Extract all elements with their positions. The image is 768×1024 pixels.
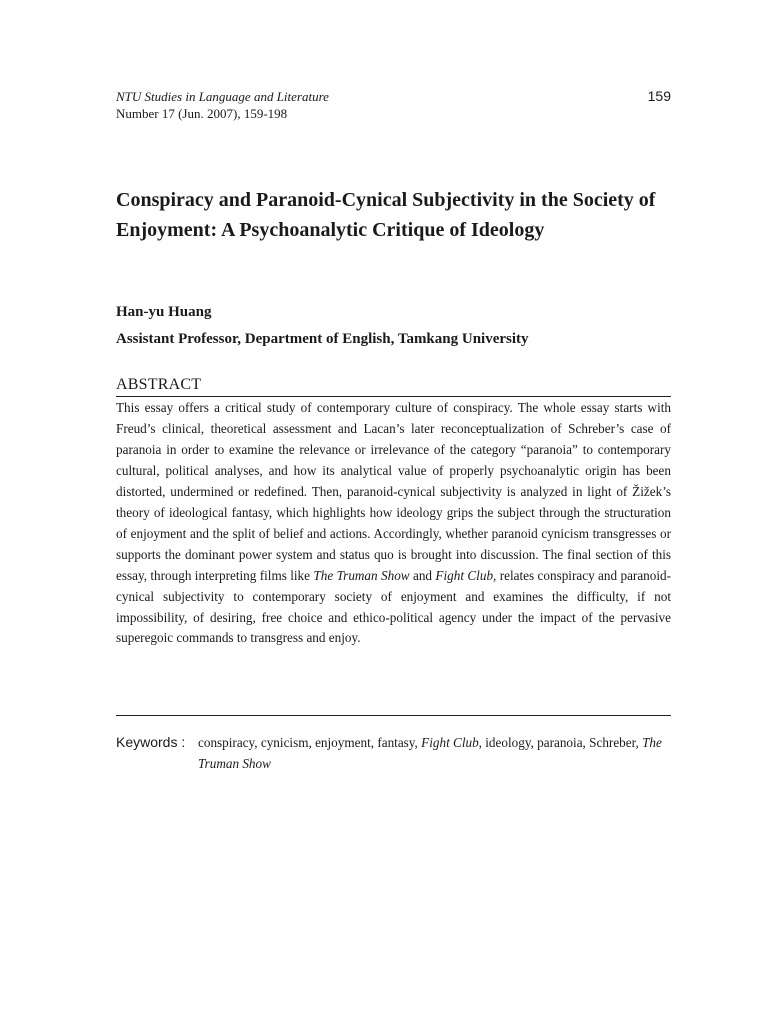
keyword-truman-show: The Truman Show bbox=[198, 735, 662, 771]
issue-info: Number 17 (Jun. 2007), 159-198 bbox=[116, 106, 288, 121]
abstract-top-rule bbox=[116, 396, 671, 397]
author-name: Han-yu Huang bbox=[116, 304, 212, 320]
keyword-fight-club: Fight Club bbox=[421, 735, 479, 750]
film-title-fight-club: Fight Club bbox=[435, 567, 494, 583]
paper-title: Conspiracy and Paranoid-Cynical Subjectivity in the Society of Enjoyment: A Psychoanalytic Critique of Ideology bbox=[116, 189, 656, 241]
abstract-heading: ABSTRACT bbox=[116, 376, 202, 393]
journal-name: NTU Studies in Language and Literature bbox=[116, 89, 329, 104]
page-number: 159 bbox=[647, 88, 671, 104]
keywords-part2: , ideology, paranoia, Schreber, bbox=[478, 735, 643, 750]
abstract-text-part2: , relates conspiracy and paranoid-cynical subjectivity to contemporary society of enjoyment and examines the difficulty, if not impossibility, of desiring, free choice and ethico-political agency under the impact of the pervasive superegoic commands to transgress and enjoy. bbox=[116, 567, 672, 646]
abstract-bottom-rule bbox=[116, 715, 671, 716]
abstract-text-and: and bbox=[409, 567, 436, 583]
keywords-label: Keywords : bbox=[116, 734, 186, 750]
running-header bbox=[116, 88, 671, 122]
abstract-body bbox=[116, 398, 671, 649]
keywords-list bbox=[198, 733, 678, 774]
keywords-part1: conspiracy, cynicism, enjoyment, fantasy, bbox=[198, 735, 422, 750]
abstract-text-part1: This essay offers a critical study of contemporary culture of conspiracy. The whole essay starts with Freud’s clinical, theoretical assessment and Lacan’s later reconceptualization of Schreber’s case of paranoia in order to examine the relevance or irrelevance of the category “paranoia” to contemporary cultural, political analyses, and how its analytical value of properly psychoanalytic origin has been distorted, undermined or redefined. Then, paranoid-cynical subjectivity is analyzed in light of Žižek’s theory of ideological fantasy, which highlights how ideology grips the subject through the structuration of enjoyment and the split of belief and actions. Accordingly, whether paranoid cynicism transgresses or supports the dominant power system and status quo is brought into discussion. The final section of this essay, through interpreting films like bbox=[116, 400, 671, 583]
film-title-truman-show: The Truman Show bbox=[313, 567, 410, 583]
author-affiliation: Assistant Professor, Department of English, Tamkang University bbox=[116, 331, 529, 347]
